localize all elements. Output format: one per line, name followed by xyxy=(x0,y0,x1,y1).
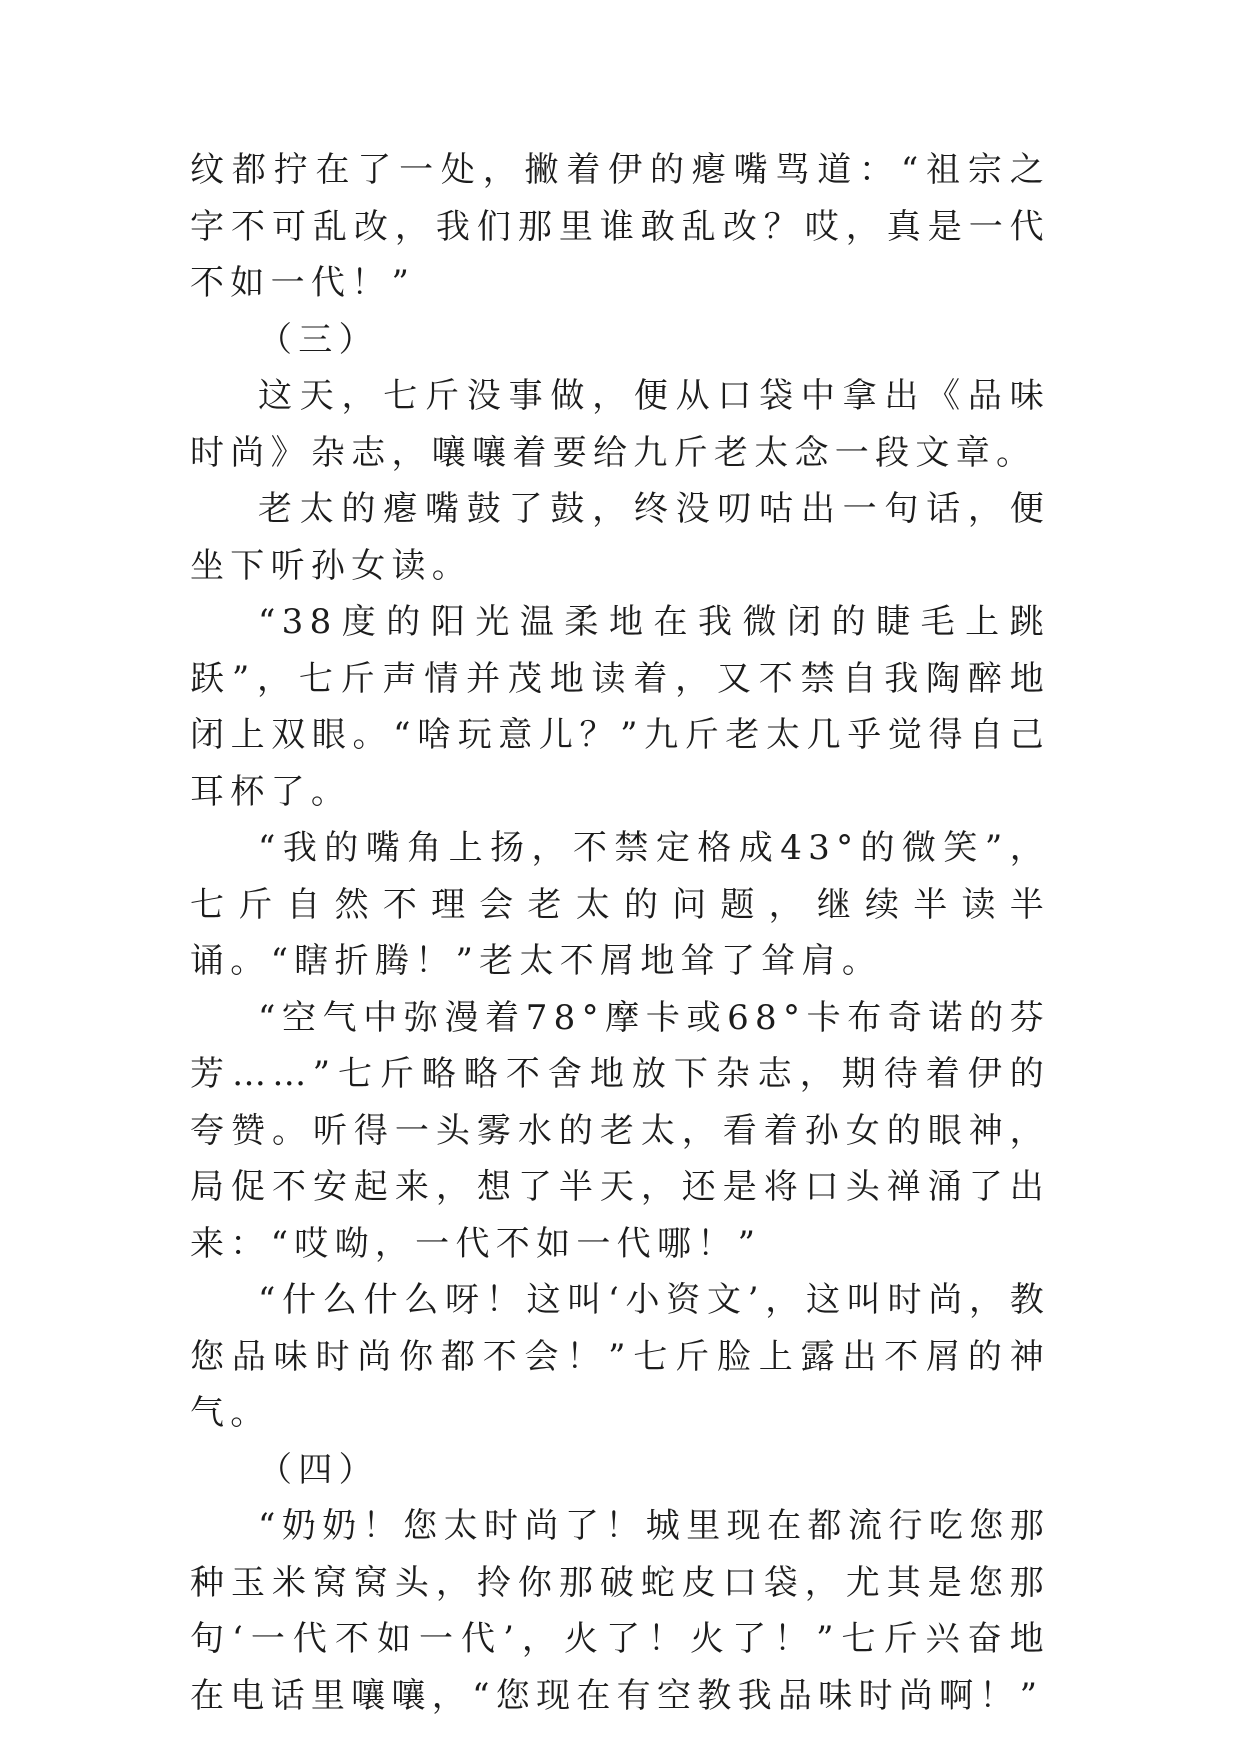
section-heading-three: （三） xyxy=(258,319,379,360)
paragraph: “我的嘴角上扬，不禁定格成43°的微笑”，七斤自然不理会老太的问题，继续半读半诵。“瞎折腾！”老太不屑地耸了耸肩。 xyxy=(190,828,1050,981)
paragraph: “空气中弥漫着78°摩卡或68°卡布奇诺的芬芳……”七斤略略不舍地放下杂志，期待着伊的夸赞。听得一头雾水的老太，看着孙女的眼神，局促不安起来，想了半天，还是将口头禅涌了出来：“哎呦，一代不如一代哪！” xyxy=(190,997,1050,1264)
story-text-block xyxy=(190,142,1050,1724)
paragraph: “什么什么呀！这叫‘小资文’，这叫时尚，教您品味时尚你都不会！”七斤脸上露出不屑的神气。 xyxy=(190,1280,1050,1433)
paragraph-continuation: 纹都拧在了一处，撇着伊的瘪嘴骂道：“祖宗之字不可乱改，我们那里谁敢乱改？哎，真是一代不如一代！” xyxy=(190,150,1050,303)
paragraph: 老太的瘪嘴鼓了鼓，终没叨咕出一句话，便坐下听孙女读。 xyxy=(190,489,1050,586)
paragraph: “奶奶！您太时尚了！城里现在都流行吃您那种玉米窝窝头，拎你那破蛇皮口袋，尤其是您那句‘一代不如一代’，火了！火了！”七斤兴奋地在电话里嚷嚷，“您现在有空教我品味时尚啊！” xyxy=(190,1506,1050,1716)
section-heading-four: （四） xyxy=(258,1449,379,1490)
paragraph: “38度的阳光温柔地在我微闭的睫毛上跳跃”，七斤声情并茂地读着，又不禁自我陶醉地闭上双眼。“啥玩意儿？”九斤老太几乎觉得自己耳杯了。 xyxy=(190,602,1050,812)
paragraph: 这天，七斤没事做，便从口袋中拿出《品味时尚》杂志，嚷嚷着要给九斤老太念一段文章。 xyxy=(190,376,1050,473)
